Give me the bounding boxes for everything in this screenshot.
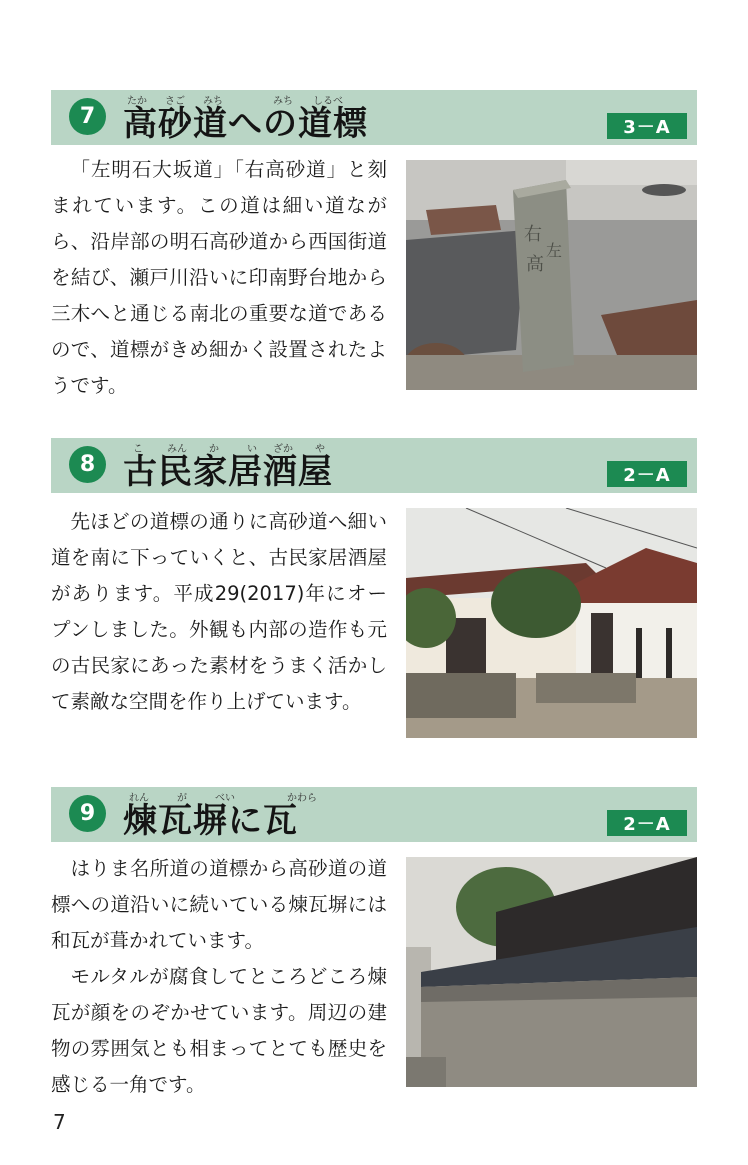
map-reference-badge: 2－A — [607, 461, 687, 487]
svg-text:左: 左 — [546, 241, 563, 260]
section-body: はりま名所道の道標から高砂道の道標への道沿いに続いている煉瓦塀には和瓦が葺かれています。 モルタルが腐食してところどころ煉瓦が顔をのぞかせています。周辺の建物の雰囲気とも相まってとても歴史を感じる一角です。 — [51, 857, 387, 1096]
section-title: 煉瓦塀に瓦 — [123, 801, 298, 841]
svg-text:高: 高 — [526, 254, 544, 275]
section-title: 高砂道への道標 — [123, 104, 368, 144]
section-title: 古民家居酒屋 — [123, 452, 333, 492]
map-reference-badge: 2－A — [607, 810, 687, 836]
section-number-badge: 7 — [69, 98, 106, 135]
section-body: 「左明石大坂道」「右高砂道」と刻まれています。この道は細い道ながら、沿岸部の明石高砂道から西国街道を結び、瀬戸川沿いに印南野台地から三木へと通じる南北の重要な道であるので、道標がきめ細かく設置されたようです。 — [51, 158, 387, 397]
brick-wall-tiles-photo — [406, 857, 697, 1087]
map-reference-badge: 3－A — [607, 113, 687, 139]
section-header — [51, 438, 697, 493]
title-ruby: れん が べい かわら — [129, 793, 317, 804]
section-number-badge: 8 — [69, 446, 106, 483]
section-body: 先ほどの道標の通りに高砂道へ細い道を南に下っていくと、古民家居酒屋があります。平成29(2017)年にオープンしました。外観も内部の造作も元の古民家にあった素材をうまく活かして素敵な空間を作り上げています。 — [51, 510, 387, 713]
section-header — [51, 90, 697, 145]
page-number: 7 — [53, 1110, 66, 1134]
stone-signpost-photo — [406, 160, 697, 390]
section-number-badge: 9 — [69, 795, 106, 832]
old-house-izakaya-photo — [406, 508, 697, 738]
svg-text:右: 右 — [524, 224, 542, 245]
section-header — [51, 787, 697, 842]
title-ruby: こ みん か い ざか や — [133, 444, 325, 455]
title-ruby: たか さご みち みち しるべ — [127, 96, 343, 107]
